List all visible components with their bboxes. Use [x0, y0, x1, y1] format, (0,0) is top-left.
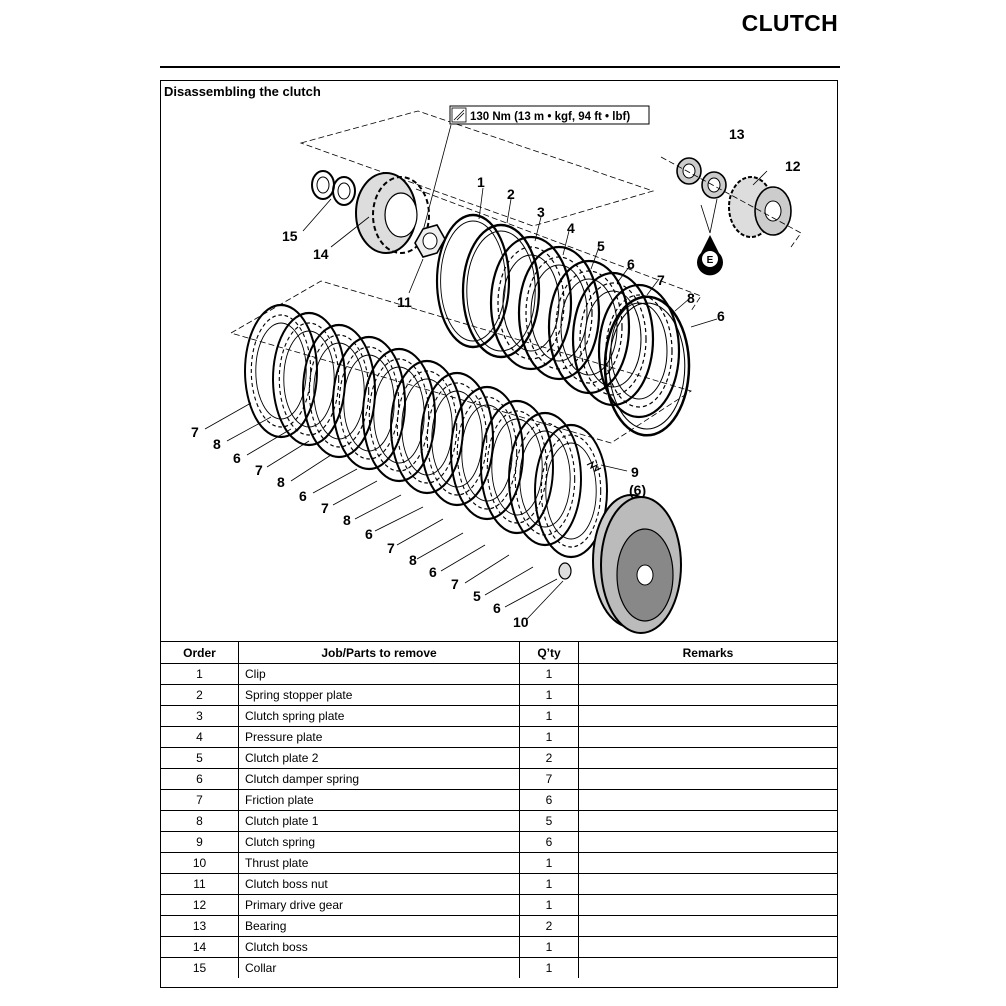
table-row [161, 790, 837, 811]
row-part-name: Clutch plate 1 [239, 811, 520, 832]
callout-label: 1 [477, 174, 485, 190]
row-qty: 1 [520, 706, 579, 727]
row-qty: 1 [520, 664, 579, 685]
row-part-name: Primary drive gear [239, 895, 520, 916]
procedure-frame [160, 80, 838, 988]
header-qty: Q’ty [520, 642, 579, 664]
row-qty: 2 [520, 748, 579, 769]
row-order: 13 [161, 916, 239, 937]
table-row [161, 769, 837, 790]
table-row [161, 811, 837, 832]
table-row [161, 685, 837, 706]
callout-label: 15 [282, 228, 298, 244]
callout-label: 4 [567, 220, 575, 236]
header-order: Order [161, 642, 239, 664]
callout-label: 6 [429, 564, 437, 580]
row-order: 11 [161, 874, 239, 895]
callout-label: 8 [343, 512, 351, 528]
row-remarks [579, 937, 838, 958]
row-qty: 1 [520, 853, 579, 874]
callout-label: 7 [657, 272, 665, 288]
collar-part [312, 171, 355, 205]
parts-table-body [161, 664, 837, 979]
row-part-name: Clutch plate 2 [239, 748, 520, 769]
row-part-name: Clutch damper spring [239, 769, 520, 790]
row-order: 6 [161, 769, 239, 790]
row-order: 1 [161, 664, 239, 685]
row-part-name: Spring stopper plate [239, 685, 520, 706]
row-remarks [579, 790, 838, 811]
row-qty: 7 [520, 769, 579, 790]
row-qty: 1 [520, 958, 579, 979]
table-row [161, 958, 837, 979]
row-qty: 6 [520, 790, 579, 811]
callout-label: 8 [687, 290, 695, 306]
primary-drive-gear-part [729, 177, 791, 237]
callout-label: 8 [409, 552, 417, 568]
parts-table [161, 641, 837, 978]
row-part-name: Clutch spring [239, 832, 520, 853]
row-order: 3 [161, 706, 239, 727]
callout-numbers [191, 126, 801, 630]
callout-label: 7 [387, 540, 395, 556]
table-row [161, 664, 837, 685]
row-part-name: Collar [239, 958, 520, 979]
callout-label: 13 [729, 126, 745, 142]
lubricant-drop-icon [697, 235, 723, 275]
row-order: 7 [161, 790, 239, 811]
row-remarks [579, 769, 838, 790]
row-part-name: Clutch boss [239, 937, 520, 958]
table-row [161, 853, 837, 874]
header-job-parts: Job/Parts to remove [239, 642, 520, 664]
callout-label: 8 [277, 474, 285, 490]
row-qty: 6 [520, 832, 579, 853]
row-part-name: Clutch boss nut [239, 874, 520, 895]
row-remarks [579, 853, 838, 874]
callout-label: 6 [627, 256, 635, 272]
bearing-part [677, 158, 726, 198]
row-part-name: Friction plate [239, 790, 520, 811]
row-remarks [579, 874, 838, 895]
row-remarks [579, 685, 838, 706]
callout-label: 2 [507, 186, 515, 202]
callout-label: 8 [213, 436, 221, 452]
row-remarks [579, 811, 838, 832]
row-part-name: Clip [239, 664, 520, 685]
section-title: Disassembling the clutch [164, 84, 321, 99]
callout-label: 7 [321, 500, 329, 516]
row-part-name: Thrust plate [239, 853, 520, 874]
row-qty: 1 [520, 727, 579, 748]
callout-label: 7 [255, 462, 263, 478]
table-row [161, 748, 837, 769]
callout-label: 6 [365, 526, 373, 542]
callout-label: 10 [513, 614, 529, 630]
svg-text:E: E [706, 255, 714, 266]
row-qty: 1 [520, 685, 579, 706]
callout-label: 5 [597, 238, 605, 254]
row-remarks [579, 727, 838, 748]
row-remarks [579, 916, 838, 937]
callout-label: 7 [191, 424, 199, 440]
row-order: 2 [161, 685, 239, 706]
table-row [161, 832, 837, 853]
callout-label: 12 [785, 158, 801, 174]
header-remarks: Remarks [579, 642, 838, 664]
callout-label: (6) [629, 482, 647, 498]
thrust-plate-part [559, 563, 571, 579]
callout-label: 3 [537, 204, 545, 220]
clutch-housing-part [593, 495, 681, 633]
row-remarks [579, 832, 838, 853]
row-remarks [579, 748, 838, 769]
row-qty: 1 [520, 895, 579, 916]
callout-label: 6 [717, 308, 725, 324]
row-order: 8 [161, 811, 239, 832]
row-part-name: Bearing [239, 916, 520, 937]
row-order: 15 [161, 958, 239, 979]
callout-label: 6 [233, 450, 241, 466]
row-remarks [579, 706, 838, 727]
row-qty: 1 [520, 937, 579, 958]
row-order: 12 [161, 895, 239, 916]
row-remarks [579, 895, 838, 916]
table-row [161, 895, 837, 916]
callout-label: 7 [451, 576, 459, 592]
row-remarks [579, 664, 838, 685]
lower-plate-stack [245, 305, 607, 557]
row-order: 9 [161, 832, 239, 853]
callout-label: 11 [397, 294, 412, 310]
row-qty: 5 [520, 811, 579, 832]
table-row [161, 706, 837, 727]
row-remarks [579, 958, 838, 979]
table-row [161, 916, 837, 937]
title-divider [160, 66, 840, 68]
row-order: 14 [161, 937, 239, 958]
row-part-name: Clutch spring plate [239, 706, 520, 727]
callout-label: 5 [473, 588, 481, 604]
row-order: 5 [161, 748, 239, 769]
row-qty: 1 [520, 874, 579, 895]
exploded-clutch-diagram [161, 81, 837, 641]
callout-label: 6 [493, 600, 501, 616]
torque-spec-text: 130 Nm (13 m • kgf, 94 ft • lbf) [470, 111, 631, 123]
table-header-row [161, 642, 837, 664]
row-order: 10 [161, 853, 239, 874]
page-title: CLUTCH [741, 10, 838, 36]
table-row [161, 874, 837, 895]
upper-dashed-outline [301, 111, 653, 226]
callout-label: 9 [631, 464, 639, 480]
table-row [161, 727, 837, 748]
torque-spec-box [450, 106, 649, 124]
row-order: 4 [161, 727, 239, 748]
callout-label: 14 [313, 246, 329, 262]
table-row [161, 937, 837, 958]
row-qty: 2 [520, 916, 579, 937]
row-part-name: Pressure plate [239, 727, 520, 748]
callout-label: 6 [299, 488, 307, 504]
